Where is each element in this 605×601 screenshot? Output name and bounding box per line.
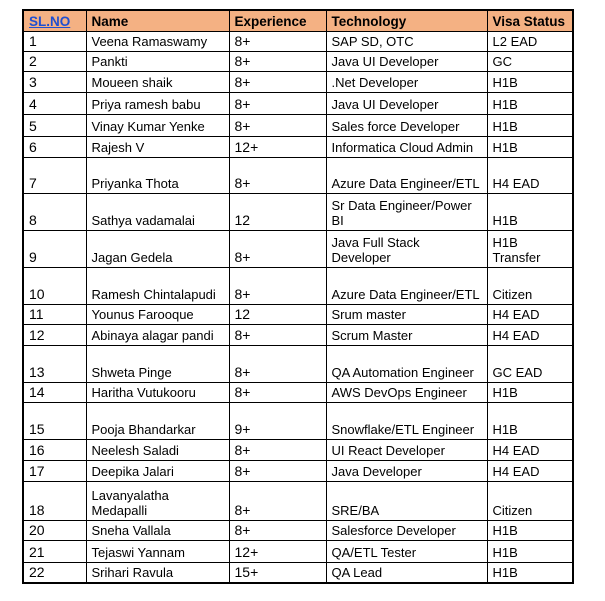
cell-technology: Azure Data Engineer/ETL xyxy=(326,268,487,305)
cell-experience: 8+ xyxy=(229,72,326,93)
cell-visa-status: H1B xyxy=(487,541,573,563)
cell-visa-status: GC EAD xyxy=(487,346,573,383)
cell-name: Younus Farooque xyxy=(86,305,229,325)
cell-name: Abinaya alagar pandi xyxy=(86,325,229,346)
cell-technology: Srum master xyxy=(326,305,487,325)
header-sl-no[interactable]: SL.NO xyxy=(23,10,86,32)
table-row xyxy=(23,346,573,383)
cell-sl-no: 18 xyxy=(23,482,86,521)
table-row xyxy=(23,194,573,231)
cell-sl-no: 6 xyxy=(23,137,86,158)
cell-visa-status: H1B xyxy=(487,72,573,93)
cell-experience: 8+ xyxy=(229,115,326,137)
header-row xyxy=(23,10,573,32)
cell-name: Deepika Jalari xyxy=(86,461,229,482)
cell-name: Pooja Bhandarkar xyxy=(86,403,229,440)
cell-sl-no: 15 xyxy=(23,403,86,440)
consultant-table xyxy=(22,9,574,584)
cell-technology: Salesforce Developer xyxy=(326,521,487,541)
cell-technology: Java Developer xyxy=(326,461,487,482)
cell-sl-no: 11 xyxy=(23,305,86,325)
cell-sl-no: 16 xyxy=(23,440,86,461)
cell-sl-no: 13 xyxy=(23,346,86,383)
cell-name: Tejaswi Yannam xyxy=(86,541,229,563)
table-row xyxy=(23,461,573,482)
table-row xyxy=(23,231,573,268)
cell-name: Lavanyalatha Medapalli xyxy=(86,482,229,521)
cell-experience: 8+ xyxy=(229,32,326,52)
cell-name: Jagan Gedela xyxy=(86,231,229,268)
table-row xyxy=(23,72,573,93)
cell-visa-status: GC xyxy=(487,52,573,72)
cell-technology: Java Full Stack Developer xyxy=(326,231,487,268)
cell-visa-status: H1B xyxy=(487,521,573,541)
cell-sl-no: 14 xyxy=(23,383,86,403)
cell-technology: Snowflake/ETL Engineer xyxy=(326,403,487,440)
cell-experience: 12+ xyxy=(229,137,326,158)
cell-name: Priya ramesh babu xyxy=(86,93,229,115)
cell-technology: QA Lead xyxy=(326,563,487,583)
table-row xyxy=(23,563,573,583)
cell-experience: 12+ xyxy=(229,541,326,563)
cell-experience: 8+ xyxy=(229,93,326,115)
table-row xyxy=(23,325,573,346)
cell-technology: SAP SD, OTC xyxy=(326,32,487,52)
table-row xyxy=(23,383,573,403)
header-visa-status: Visa Status xyxy=(487,10,573,32)
cell-visa-status: H4 EAD xyxy=(487,461,573,482)
cell-name: Ramesh Chintalapudi xyxy=(86,268,229,305)
header-name: Name xyxy=(86,10,229,32)
cell-sl-no: 2 xyxy=(23,52,86,72)
cell-visa-status: H4 EAD xyxy=(487,305,573,325)
cell-experience: 8+ xyxy=(229,231,326,268)
cell-technology: Scrum Master xyxy=(326,325,487,346)
cell-visa-status: H1B xyxy=(487,563,573,583)
table-row xyxy=(23,305,573,325)
cell-sl-no: 9 xyxy=(23,231,86,268)
table-row xyxy=(23,93,573,115)
cell-name: Rajesh V xyxy=(86,137,229,158)
cell-experience: 12 xyxy=(229,194,326,231)
cell-technology: .Net Developer xyxy=(326,72,487,93)
table-row xyxy=(23,482,573,521)
cell-technology: Sales force Developer xyxy=(326,115,487,137)
cell-sl-no: 1 xyxy=(23,32,86,52)
cell-experience: 8+ xyxy=(229,521,326,541)
cell-experience: 8+ xyxy=(229,158,326,194)
table-row xyxy=(23,115,573,137)
cell-technology: SRE/BA xyxy=(326,482,487,521)
cell-technology: Java UI Developer xyxy=(326,52,487,72)
cell-experience: 9+ xyxy=(229,403,326,440)
cell-experience: 8+ xyxy=(229,52,326,72)
cell-experience: 15+ xyxy=(229,563,326,583)
cell-experience: 12 xyxy=(229,305,326,325)
cell-name: Sathya vadamalai xyxy=(86,194,229,231)
header-technology: Technology xyxy=(326,10,487,32)
cell-technology: QA Automation Engineer xyxy=(326,346,487,383)
cell-technology: Azure Data Engineer/ETL xyxy=(326,158,487,194)
cell-name: Shweta Pinge xyxy=(86,346,229,383)
cell-visa-status: H1B xyxy=(487,115,573,137)
table-row xyxy=(23,137,573,158)
table-row xyxy=(23,440,573,461)
cell-visa-status: H1B xyxy=(487,194,573,231)
cell-experience: 8+ xyxy=(229,325,326,346)
cell-visa-status: H4 EAD xyxy=(487,158,573,194)
cell-name: Haritha Vutukooru xyxy=(86,383,229,403)
table-row xyxy=(23,521,573,541)
cell-technology: QA/ETL Tester xyxy=(326,541,487,563)
cell-sl-no: 3 xyxy=(23,72,86,93)
table-row xyxy=(23,541,573,563)
cell-technology: Java UI Developer xyxy=(326,93,487,115)
cell-sl-no: 12 xyxy=(23,325,86,346)
cell-visa-status: H4 EAD xyxy=(487,325,573,346)
cell-sl-no: 7 xyxy=(23,158,86,194)
cell-sl-no: 20 xyxy=(23,521,86,541)
header-experience: Experience xyxy=(229,10,326,32)
cell-sl-no: 21 xyxy=(23,541,86,563)
table-row xyxy=(23,158,573,194)
cell-experience: 8+ xyxy=(229,482,326,521)
cell-technology: AWS DevOps Engineer xyxy=(326,383,487,403)
cell-sl-no: 5 xyxy=(23,115,86,137)
cell-visa-status: H1B xyxy=(487,137,573,158)
table-row xyxy=(23,52,573,72)
cell-technology: Sr Data Engineer/Power BI xyxy=(326,194,487,231)
cell-sl-no: 8 xyxy=(23,194,86,231)
cell-experience: 8+ xyxy=(229,346,326,383)
cell-visa-status: H1B xyxy=(487,383,573,403)
cell-sl-no: 10 xyxy=(23,268,86,305)
table-row xyxy=(23,32,573,52)
cell-visa-status: L2 EAD xyxy=(487,32,573,52)
cell-name: Neelesh Saladi xyxy=(86,440,229,461)
cell-name: Sneha Vallala xyxy=(86,521,229,541)
cell-sl-no: 22 xyxy=(23,563,86,583)
cell-sl-no: 17 xyxy=(23,461,86,482)
cell-name: Moueen shaik xyxy=(86,72,229,93)
cell-visa-status: Citizen xyxy=(487,482,573,521)
cell-experience: 8+ xyxy=(229,268,326,305)
cell-name: Veena Ramaswamy xyxy=(86,32,229,52)
cell-name: Srihari Ravula xyxy=(86,563,229,583)
cell-visa-status: H4 EAD xyxy=(487,440,573,461)
cell-visa-status: H1B xyxy=(487,403,573,440)
table-row xyxy=(23,268,573,305)
cell-experience: 8+ xyxy=(229,461,326,482)
cell-visa-status: H1B Transfer xyxy=(487,231,573,268)
cell-experience: 8+ xyxy=(229,383,326,403)
cell-visa-status: Citizen xyxy=(487,268,573,305)
cell-name: Vinay Kumar Yenke xyxy=(86,115,229,137)
cell-technology: UI React Developer xyxy=(326,440,487,461)
cell-technology: Informatica Cloud Admin xyxy=(326,137,487,158)
cell-name: Priyanka Thota xyxy=(86,158,229,194)
cell-visa-status: H1B xyxy=(487,93,573,115)
table-row xyxy=(23,403,573,440)
cell-sl-no: 4 xyxy=(23,93,86,115)
cell-experience: 8+ xyxy=(229,440,326,461)
cell-name: Pankti xyxy=(86,52,229,72)
